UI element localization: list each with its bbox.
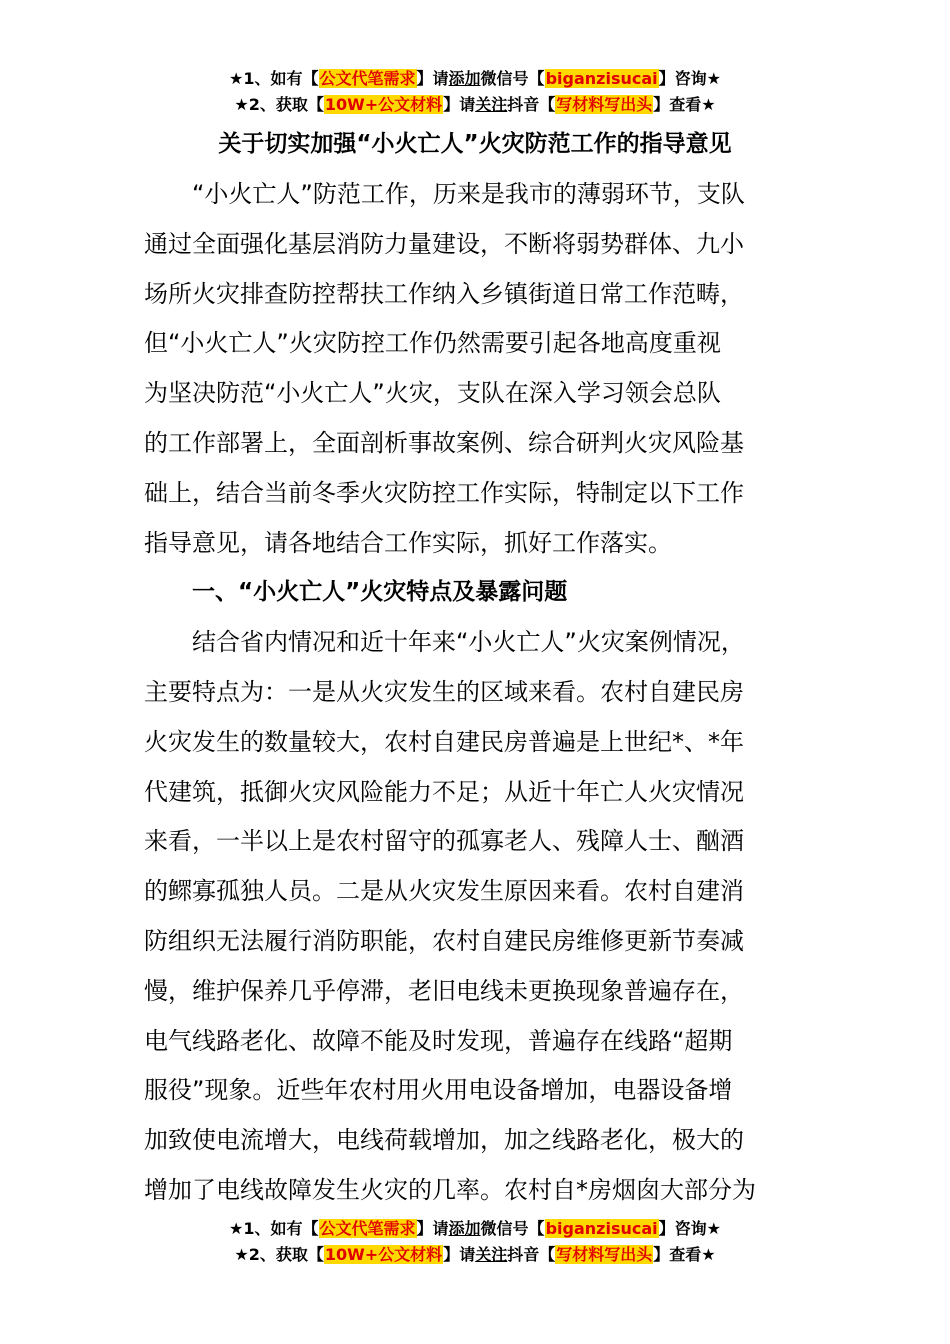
paragraph-line: 服役”现象。近些年农村用火用电设备增加，电器设备增 xyxy=(144,1076,733,1105)
paragraph-line: 电气线路老化、故障不能及时发现，普遍存在线路“超期 xyxy=(144,1026,733,1055)
promo-line-2: ★2、获取【10W+公文材料】请关注抖音【写材料写出头】查看★ xyxy=(234,1245,716,1264)
promo-highlight-wechat: biganzisucai xyxy=(545,69,658,88)
paragraph-line: 结合省内情况和近十年来“小火亡人”火灾案例情况， xyxy=(192,628,745,657)
section-heading: 一、“小火亡人”火灾特点及暴露问题 xyxy=(192,579,568,606)
paragraph-line: 为坚决防范“小火亡人”火灾，支队在深入学习领会总队 xyxy=(144,379,721,408)
paragraph-line: 加致使电流增大，电线荷载增加，加之线路老化，极大的 xyxy=(144,1126,744,1155)
promo-highlight-wechat: biganzisucai xyxy=(545,1219,658,1238)
paragraph-line: 主要特点为：一是从火灾发生的区域来看。农村自建民房 xyxy=(144,677,744,706)
paragraph-line: 的工作部署上，全面剖析事故案例、综合研判火灾风险基 xyxy=(144,428,744,457)
promo-emphasis-follow: 关注 xyxy=(475,1245,508,1264)
paragraph-line: 的鳏寡孤独人员。二是从火灾发生原因来看。农村自建消 xyxy=(144,877,744,906)
paragraph-line: 础上，结合当前冬季火灾防控工作实际，特制定以下工作 xyxy=(144,478,744,507)
promo-highlight-service: 公文代笔需求 xyxy=(319,69,416,88)
paragraph-line: 来看，一半以上是农村留守的孤寡老人、残障人士、酗酒 xyxy=(144,827,744,856)
promo-banner-bottom xyxy=(0,1216,950,1268)
promo-line-1: ★1、如有【公文代笔需求】请添加微信号【biganzisucai】咨询★ xyxy=(229,1219,721,1238)
promo-line-1: ★1、如有【公文代笔需求】请添加微信号【biganzisucai】咨询★ xyxy=(229,69,721,88)
promo-highlight-service: 公文代笔需求 xyxy=(319,1219,416,1238)
promo-emphasis-add: 添加 xyxy=(448,69,481,88)
promo-highlight-douyin: 写材料写出头 xyxy=(556,95,653,114)
promo-emphasis-add: 添加 xyxy=(448,1219,481,1238)
promo-emphasis-follow: 关注 xyxy=(475,95,508,114)
promo-highlight-materials: 10W+公文材料 xyxy=(324,95,443,114)
paragraph-line: 代建筑，抵御火灾风险能力不足；从近十年亡人火灾情况 xyxy=(144,777,744,806)
promo-highlight-douyin: 写材料写出头 xyxy=(556,1245,653,1264)
promo-banner-top xyxy=(0,66,950,118)
paragraph-line: 慢，维护保养几乎停滞，老旧电线未更换现象普遍存在， xyxy=(144,976,744,1005)
promo-line-2: ★2、获取【10W+公文材料】请关注抖音【写材料写出头】查看★ xyxy=(234,95,716,114)
paragraph-line: 增加了电线故障发生火灾的几率。农村自*房烟囱大部分为 xyxy=(144,1175,756,1204)
paragraph-line: 防组织无法履行消防职能，农村自建民房维修更新节奏减 xyxy=(144,926,744,955)
paragraph-line: 通过全面强化基层消防力量建设，不断将弱势群体、九小 xyxy=(144,229,744,258)
paragraph-line: 但“小火亡人”火灾防控工作仍然需要引起各地高度重视 xyxy=(144,329,721,358)
document-body xyxy=(144,170,824,1216)
paragraph-line: 场所火灾排查防控帮扶工作纳入乡镇街道日常工作范畴， xyxy=(144,279,744,308)
paragraph-line: 火灾发生的数量较大，农村自建民房普遍是上世纪*、*年 xyxy=(144,727,744,756)
promo-highlight-materials: 10W+公文材料 xyxy=(324,1245,443,1264)
document-title: 关于切实加强“小火亡人”火灾防范工作的指导意见 xyxy=(218,131,732,157)
paragraph-line: 指导意见，请各地结合工作实际，抓好工作落实。 xyxy=(144,528,672,557)
paragraph-line: “小火亡人”防范工作，历来是我市的薄弱环节，支队 xyxy=(192,180,745,208)
